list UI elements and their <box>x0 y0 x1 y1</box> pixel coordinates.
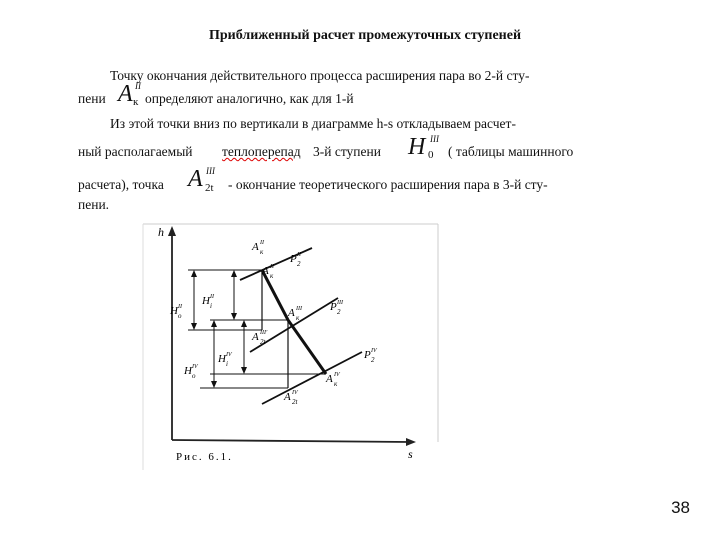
label-h1 <box>201 294 215 310</box>
paragraph-line-4-post: ( таблицы машинного <box>448 144 574 159</box>
arrow-up-icon <box>211 320 217 327</box>
s-axis-label: s <box>408 447 413 461</box>
arrow-up-icon <box>231 270 237 277</box>
arrow-down-icon <box>231 313 237 320</box>
h-axis-label: h <box>158 225 164 239</box>
svg-text:II: II <box>210 294 214 300</box>
svg-text:III: III <box>296 306 302 312</box>
paragraph-line-5-pre: расчета), точка <box>78 177 164 192</box>
svg-text:H: H <box>202 295 210 307</box>
paragraph-line-3: Из этой точки вниз по вертикали в диаграмме h-s откладываем расчет- <box>110 116 516 131</box>
svg-text:A: A <box>262 265 269 277</box>
isobar-p2-low <box>262 352 362 404</box>
label-ak-top <box>251 240 265 256</box>
svg-text:II: II <box>270 264 274 270</box>
expansion-line <box>262 270 326 374</box>
figure-caption: Рис. 6.1. <box>176 451 233 463</box>
paragraph-line-2-post: определяют аналогично, как для 1-й <box>145 91 354 106</box>
svg-text:o: o <box>178 312 182 320</box>
arrow-down-icon <box>241 367 247 374</box>
svg-text:A: A <box>326 373 333 385</box>
svg-text:IV: IV <box>334 372 340 378</box>
s-axis-arrow-icon <box>406 438 416 446</box>
page-number: 38 <box>671 498 690 517</box>
label-ho-low <box>183 364 199 380</box>
svg-text:III: III <box>337 300 343 306</box>
svg-text:A: A <box>288 307 295 319</box>
svg-text:IV: IV <box>371 348 377 354</box>
label-a2t-mid <box>251 330 268 346</box>
paragraph-line-4-mid: 3-й ступени <box>313 144 381 159</box>
svg-text:IV: IV <box>292 390 298 396</box>
h-axis-arrow-icon <box>168 226 176 236</box>
s-axis <box>172 440 410 442</box>
svg-text:II: II <box>297 252 301 258</box>
paragraph-line-1: Точку окончания действительного процесса расширения пара во 2-й сту- <box>110 68 530 83</box>
svg-text:2t: 2t <box>260 338 266 346</box>
paragraph-line-4-red: теплоперепад <box>222 144 301 159</box>
label-ho-top <box>169 304 183 320</box>
svg-text:к: к <box>270 272 274 280</box>
label-hi-low <box>217 352 233 368</box>
arrow-down-icon <box>211 381 217 388</box>
label-ak-low <box>325 372 341 388</box>
svg-text:к: к <box>296 314 300 322</box>
paragraph-line-2-pre: пени <box>78 91 106 106</box>
svg-text:i: i <box>226 360 228 368</box>
svg-text:A: A <box>252 241 259 253</box>
svg-text:2: 2 <box>297 260 301 268</box>
svg-text:к: к <box>334 380 338 388</box>
svg-text:P: P <box>330 301 337 313</box>
label-p2-mid <box>329 300 344 316</box>
svg-text:II: II <box>178 304 182 310</box>
arrow-down-icon <box>191 323 197 330</box>
svg-text:A: A <box>284 391 291 403</box>
svg-text:IV: IV <box>192 364 198 370</box>
label-a2t-low <box>283 390 299 406</box>
svg-text:H: H <box>184 365 192 377</box>
svg-text:A: A <box>252 331 259 343</box>
svg-text:IV: IV <box>226 352 232 358</box>
hs-diagram <box>140 212 450 480</box>
svg-text:2: 2 <box>337 308 341 316</box>
svg-text:H: H <box>170 305 178 317</box>
svg-text:II: II <box>260 240 264 246</box>
label-ak-pt1 <box>261 264 275 280</box>
svg-text:2: 2 <box>371 356 375 364</box>
paragraph-line-4-pre: ный располагаемый <box>78 144 193 159</box>
svg-text:P: P <box>364 349 371 361</box>
paragraph-line-6: пени. <box>78 197 110 212</box>
arrow-up-icon <box>241 320 247 327</box>
svg-text:i: i <box>210 302 212 310</box>
label-p2-top <box>289 252 302 268</box>
page-title: Приближенный расчет промежуточных ступеней <box>208 28 522 43</box>
svg-text:o: o <box>192 372 196 380</box>
isobar-p2-top <box>240 248 312 280</box>
svg-text:к: к <box>260 248 264 256</box>
svg-text:2t: 2t <box>292 398 298 406</box>
label-p2-low <box>363 348 378 364</box>
svg-text:III': III' <box>260 330 268 336</box>
svg-text:P: P <box>290 253 297 265</box>
svg-text:H: H <box>218 353 226 365</box>
arrow-up-icon <box>191 270 197 277</box>
paragraph-line-5-post: - окончание теоретического расширения пара в 3-й сту- <box>228 177 548 192</box>
